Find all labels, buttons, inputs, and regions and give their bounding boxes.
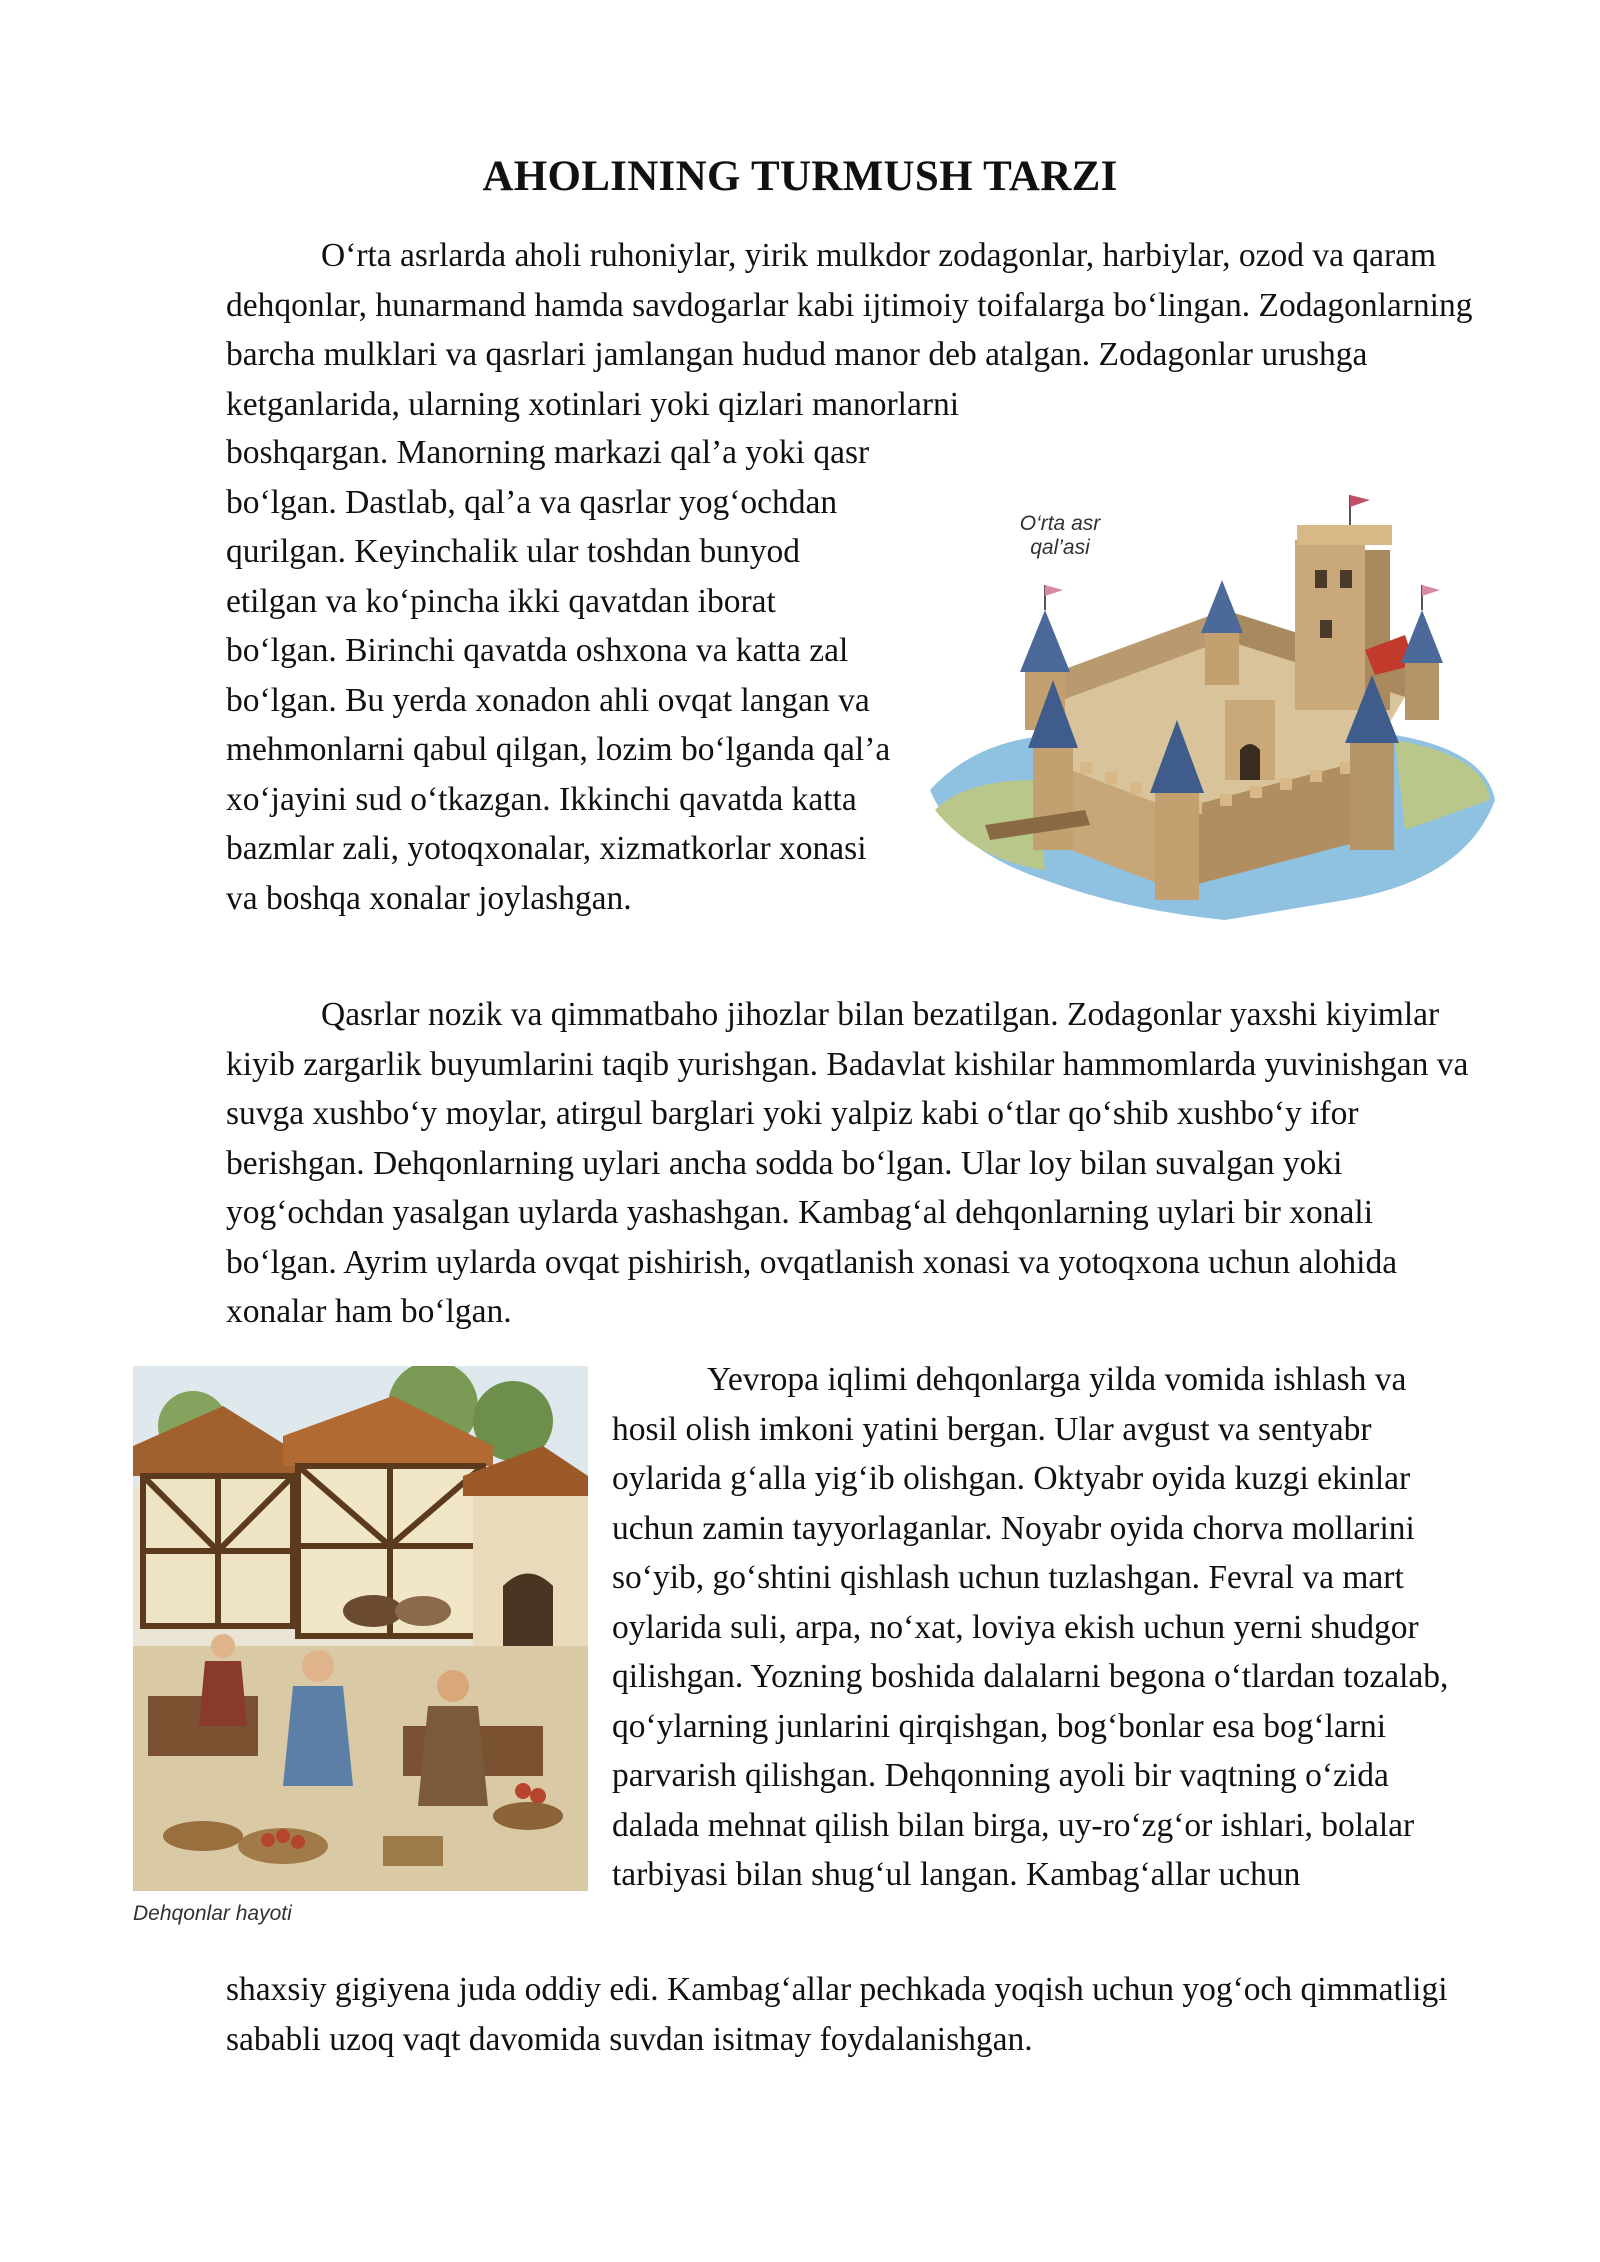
village-illustration (133, 1366, 588, 1891)
page-title: AHOLINING TURMUSH TARZI (482, 153, 1118, 200)
village-icon (133, 1366, 588, 1891)
paragraph-3-continued: shaxsiy gigiyena juda oddiy edi. Kambag‘allar pechkada yoqish uchun yog‘och qimmatligi sababli uzoq vaqt davomida suvdan isitmay foydalanishgan. (226, 1971, 1448, 2058)
paragraph-1-intro: O‘rta asrlarda aholi ruhoniylar, yirik mulkdor zodagonlar, harbiylar, ozod va qaram dehqonlar, hunarmand hamda savdogarlar kabi ijtimoiy toifalarga bo‘lingan. Zodagonlarning barcha mulklari va qasrlari jamlangan hudud manor deb atalgan. Zodagonlar urushga ketganlarida, ularning xotinlari yoki qizlari manorlarni (226, 237, 1473, 423)
castle-caption: O‘rta asr qal’asi (1019, 512, 1101, 559)
paragraph-2: Qasrlar nozik va qimmatbaho jihozlar bilan bezatilgan. Zodagonlar yaxshi kiyimlar kiyib zargarlik buyumlarini taqib yurishgan. Badavlat kishilar hammomlarda yuvinishgan va suvga xushbo‘y moylar, atirgul barglari yoki yalpiz kabi o‘tlar qo‘shib xushbo‘y ifor berishgan. Dehqonlarning uylari ancha sodda bo‘lgan. Ular loy bilan suvalgan yoki yog‘ochdan yasalgan uylarda yashashgan. Kambag‘al dehqonlarning uylari bir xonali bo‘lgan. Ayrim uylarda ovqat pishirish, ovqatlanish xonasi va yotoqxona uchun alohida xonalar ham bo‘lgan. (226, 996, 1469, 1330)
paragraph-3-wrapped: Yevropa iqlimi dehqonlarga yilda vomida ishlash va hosil olish imkoni yatini bergan. Ular avgust va sentyabr oylarida g‘alla yig‘ib olishgan. Oktyabr oyida kuzgi ekinlar uchun zamin tayyorlaganlar. Noyabr oyida chorva mollarini so‘yib, go‘shtini qishlash uchun tuzlashgan. Fevral va mart oylarida suli, arpa, no‘xat, loviya ekish uchun yerni shudgor qilishgan. Yozning boshida dalalarni begona o‘tlardan tozalab, qo‘ylarning junlarini qirqishgan, bog‘bonlar esa bog‘larni parvarish qilishgan. Dehqonning ayoli bir vaqtning o‘zida dalada mehnat qilish bilan birga, uy-ro‘zg‘or ishlari, bolalar tarbiyasi bilan shug‘ul langan. Kambag‘allar uchun (612, 1361, 1449, 1893)
paragraph-1-wrapped: boshqargan. Manorning markazi qal’a yoki qasr bo‘lgan. Dastlab, qal’a va qasrlar yog‘ochdan qurilgan. Keyinchalik ular toshdan bunyod etilgan va ko‘pincha ikki qavatdan iborat bo‘lgan. Birinchi qavatda oshxona va katta zal bo‘lgan. Bu yerda xonadon ahli ovqat langan va mehmonlarni qabul qilgan, lozim bo‘lganda qal’a xo‘jayini sud o‘tkazgan. Ikkinchi qavatda katta bazmlar zali, yotoqxonalar, xizmatkorlar xonasi va boshqa xonalar joylashgan. (226, 434, 891, 917)
village-caption: Dehqonlar hayoti (133, 1902, 292, 1925)
